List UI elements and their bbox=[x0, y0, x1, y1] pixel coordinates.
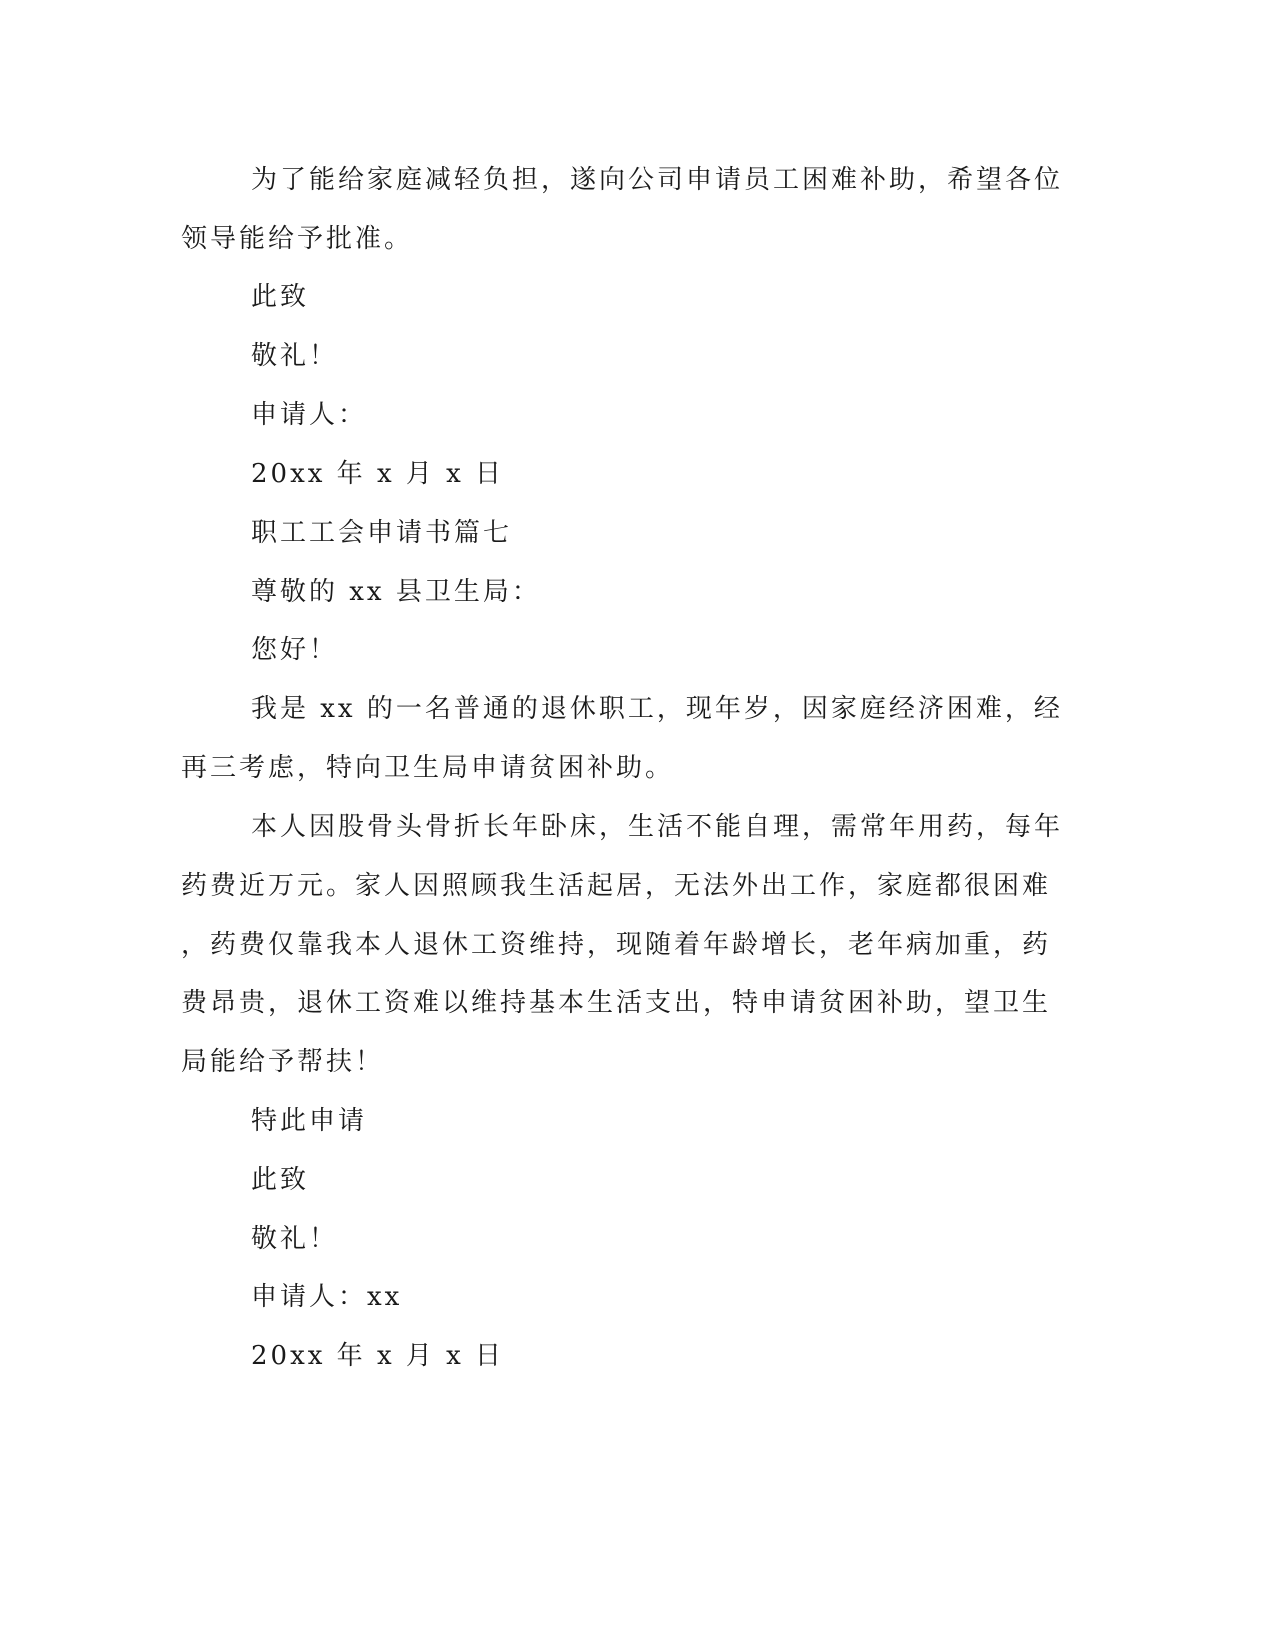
closing-line: 此致 bbox=[251, 282, 310, 312]
date-line: 20xx 年 x 月 x 日 bbox=[251, 1341, 505, 1371]
paragraph-line: 药费近万元。家人因照顾我生活起居，无法外出工作，家庭都很困难 bbox=[181, 871, 1052, 901]
paragraph-line: ，药费仅靠我本人退休工资维持，现随着年龄增长，老年病加重，药 bbox=[181, 930, 1052, 960]
applicant-line: 申请人： bbox=[251, 400, 368, 430]
paragraph-line: 本人因股骨头骨折长年卧床，生活不能自理，需常年用药，每年 bbox=[251, 812, 1064, 842]
greeting-line: 您好！ bbox=[251, 635, 339, 665]
closing-line: 敬礼！ bbox=[251, 1224, 339, 1254]
date-line: 20xx 年 x 月 x 日 bbox=[251, 459, 505, 489]
closing-line: 特此申请 bbox=[251, 1106, 368, 1136]
paragraph-line: 我是 xx 的一名普通的退休职工，现年岁，因家庭经济困难，经 bbox=[251, 694, 1063, 724]
paragraph-line: 领导能给予批准。 bbox=[181, 224, 414, 254]
applicant-line: 申请人：xx bbox=[251, 1282, 403, 1312]
paragraph-line: 费昂贵，退休工资难以维持基本生活支出，特申请贫困补助，望卫生 bbox=[181, 988, 1052, 1018]
closing-line: 敬礼！ bbox=[251, 341, 339, 371]
paragraph-line: 为了能给家庭减轻负担，遂向公司申请员工困难补助，希望各位 bbox=[251, 165, 1064, 195]
section-title: 职工工会申请书篇七 bbox=[251, 518, 513, 548]
paragraph-line: 再三考虑，特向卫生局申请贫困补助。 bbox=[181, 753, 675, 783]
salutation-line: 尊敬的 xx 县卫生局： bbox=[251, 577, 541, 607]
paragraph-line: 局能给予帮扶！ bbox=[181, 1047, 385, 1077]
closing-line: 此致 bbox=[251, 1165, 310, 1195]
